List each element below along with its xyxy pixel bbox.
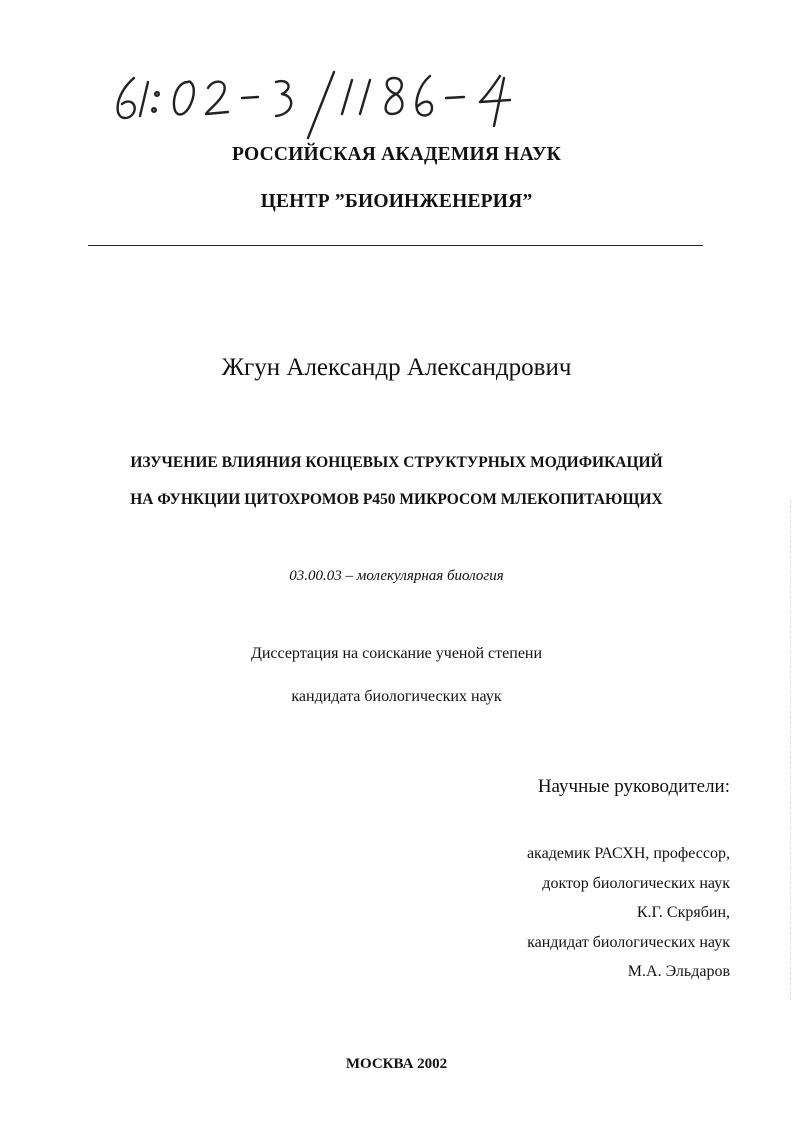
author-name: Жгун Александр Александрович [221, 354, 572, 381]
supervisor-line: доктор биологических наук [542, 875, 730, 892]
organization-name: РОССИЙСКАЯ АКАДЕМИЯ НАУК [231, 144, 561, 165]
dissertation-line-1: Диссертация на соискание ученой степени [250, 645, 543, 662]
specialty-code: 03.00.03 – молекулярная биология [289, 568, 504, 584]
dissertation-line-2: кандидата биологических наук [291, 688, 502, 705]
handwritten-catalog-number [112, 64, 542, 144]
center-name: ЦЕНТР ”БИОИНЖЕНЕРИЯ” [260, 191, 533, 212]
header-divider [88, 245, 703, 246]
city-year: МОСКВА 2002 [345, 1056, 448, 1072]
supervisor-line: кандидат биологических наук [527, 934, 730, 951]
supervisors-heading: Научные руководители: [537, 776, 730, 797]
thesis-title-line-2: НА ФУНКЦИИ ЦИТОХРОМОВ Р450 МИКРОСОМ МЛЕКОПИТАЮЩИХ [130, 491, 663, 508]
scan-edge-artifact [790, 500, 792, 1000]
supervisor-line: М.А. Эльдаров [627, 963, 730, 980]
thesis-title-line-1: ИЗУЧЕНИЕ ВЛИЯНИЯ КОНЦЕВЫХ СТРУКТУРНЫХ МОДИФИКАЦИЙ [130, 454, 663, 471]
supervisor-line: К.Г. Скрябин, [636, 904, 730, 921]
supervisor-line: академик РАСХН, профессор, [526, 845, 730, 862]
